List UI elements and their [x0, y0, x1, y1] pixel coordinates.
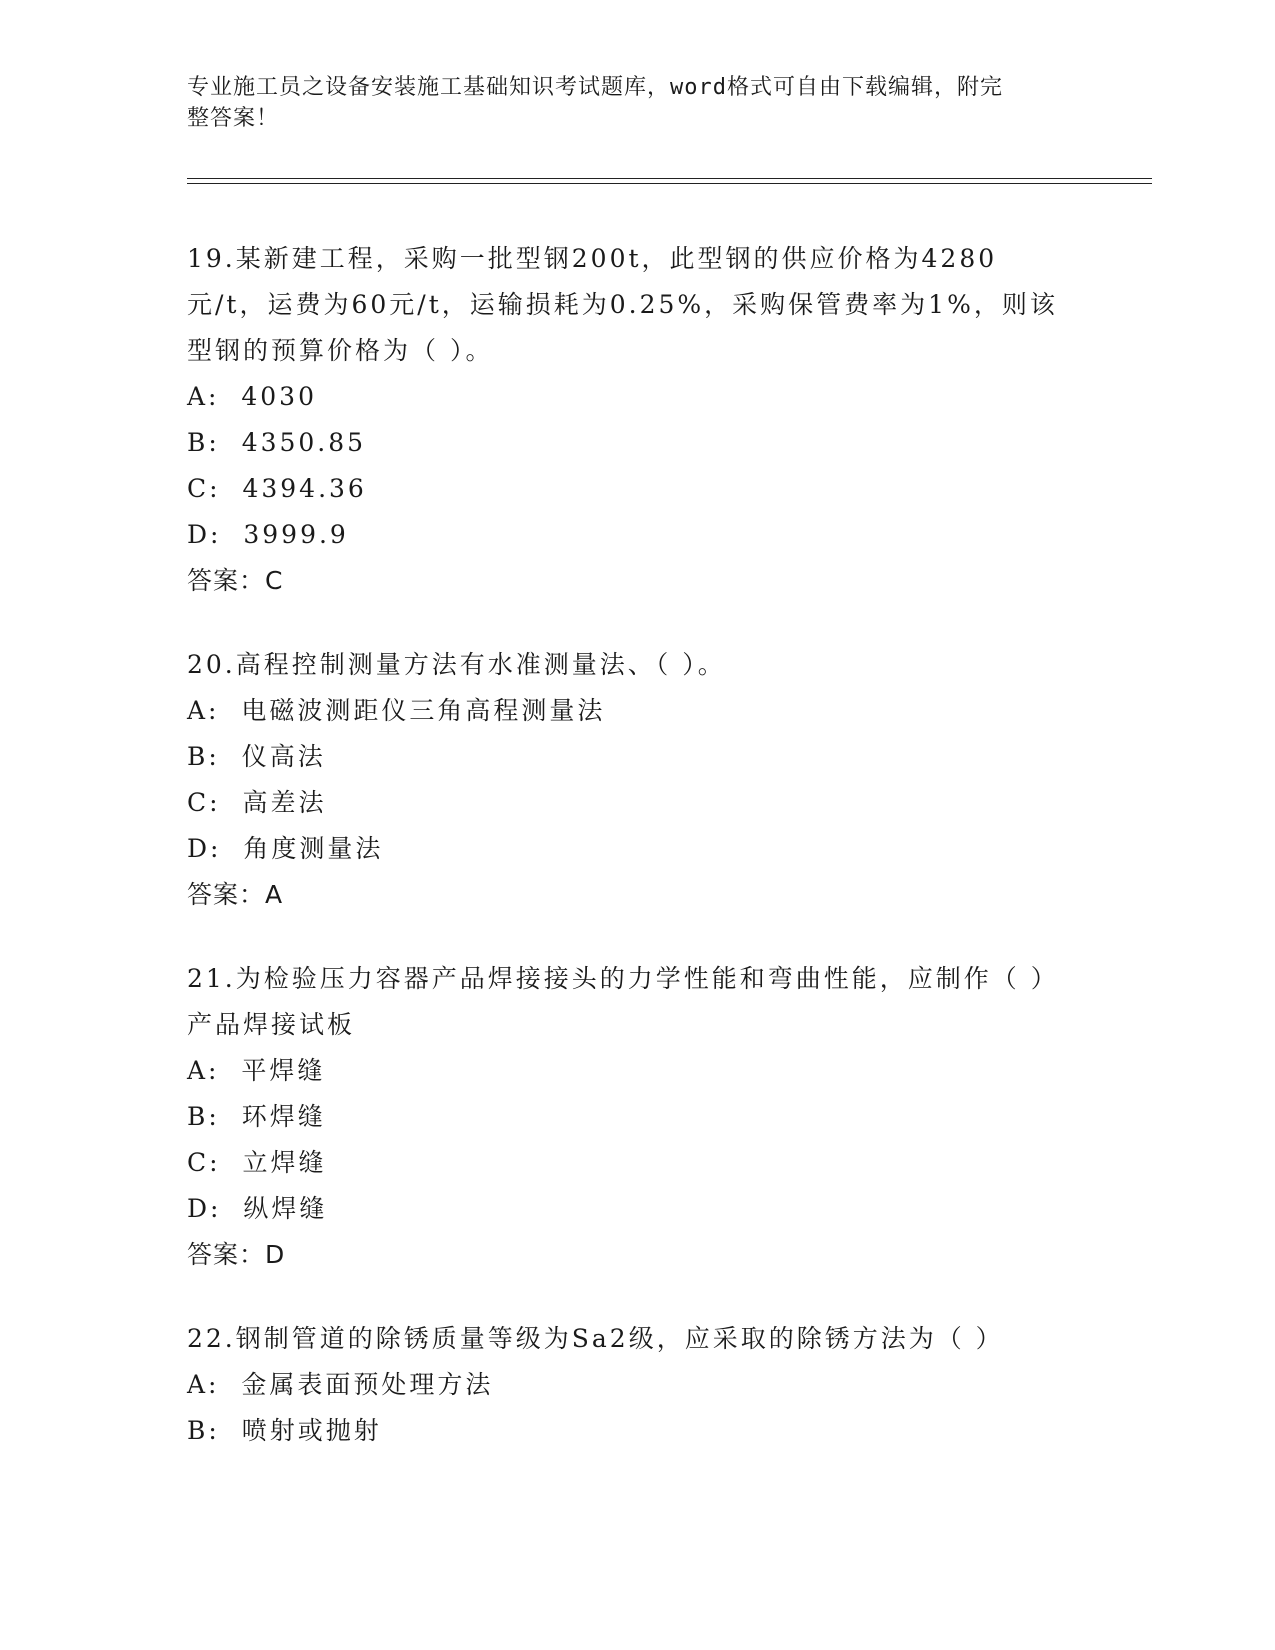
question-stem: 20.高程控制测量方法有水准测量法、（ ）。 — [187, 650, 726, 679]
option-a: A: 平焊缝 — [187, 1056, 326, 1085]
option-a: A: 电磁波测距仪三角高程测量法 — [187, 696, 606, 725]
question-20 — [187, 642, 1067, 918]
option-b: B: 环焊缝 — [187, 1102, 326, 1131]
question-stem: 22.钢制管道的除锈质量等级为Sa2级，应采取的除锈方法为（ ） — [187, 1324, 1004, 1353]
option-b: B: 4350.85 — [187, 428, 367, 457]
header-divider-bottom — [187, 183, 1152, 184]
question-stem: 21.为检验压力容器产品焊接接头的力学性能和弯曲性能，应制作（ ）产品焊接试板 — [187, 964, 1059, 1039]
header-divider-top — [187, 178, 1152, 179]
header-title-line2: 整答案！ — [187, 106, 280, 131]
option-a: A: 4030 — [187, 382, 317, 411]
option-d: D: 纵焊缝 — [187, 1194, 328, 1223]
question-list — [187, 236, 1067, 1492]
question-21 — [187, 956, 1067, 1278]
document-header — [187, 72, 1067, 134]
option-b: B: 喷射或抛射 — [187, 1416, 382, 1445]
question-stem: 19.某新建工程，采购一批型钢200t，此型钢的供应价格为4280元/t，运费为60元/t，运输损耗为0.25%，采购保管费率为1%，则该型钢的预算价格为（ ）。 — [187, 244, 1058, 365]
option-b: B: 仪高法 — [187, 742, 326, 771]
answer-line: 答案：D — [187, 1240, 286, 1269]
option-c: C: 立焊缝 — [187, 1148, 327, 1177]
option-c: C: 高差法 — [187, 788, 327, 817]
answer-line: 答案：C — [187, 566, 284, 595]
option-c: C: 4394.36 — [187, 474, 367, 503]
header-title-line1: 专业施工员之设备安装施工基础知识考试题库，word格式可自由下载编辑，附完 — [187, 75, 1003, 100]
option-a: A: 金属表面预处理方法 — [187, 1370, 494, 1399]
question-19 — [187, 236, 1067, 604]
answer-line: 答案：A — [187, 880, 284, 909]
option-d: D: 角度测量法 — [187, 834, 384, 863]
question-22 — [187, 1316, 1067, 1454]
option-d: D: 3999.9 — [187, 520, 349, 549]
